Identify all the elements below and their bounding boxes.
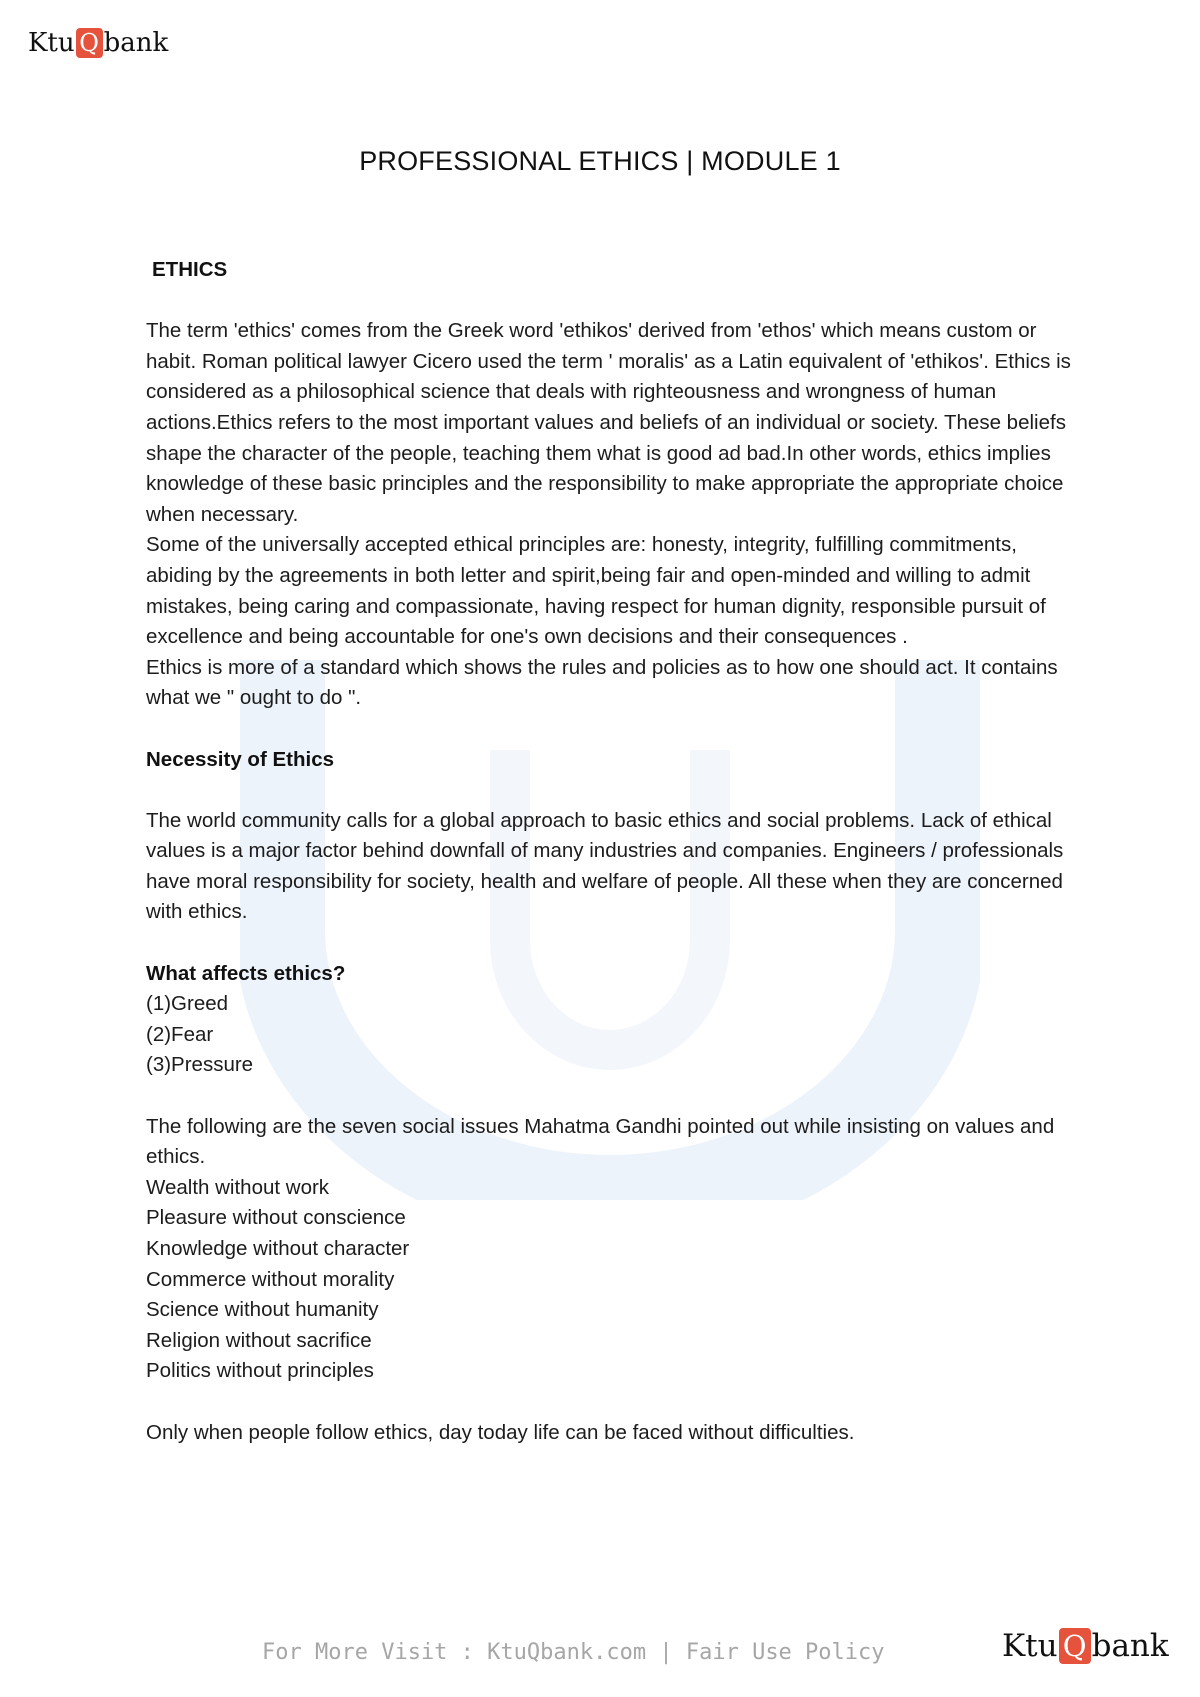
document-body	[146, 255, 1076, 1448]
gandhi-list-item: Commerce without morality	[146, 1267, 395, 1291]
document-title: PROFESSIONAL ETHICS | MODULE 1	[359, 146, 841, 176]
logo-q-mark: Q	[76, 28, 103, 58]
affects-list-item: (2)Fear	[146, 1022, 214, 1046]
heading-what-affects-ethics: What affects ethics?	[146, 961, 346, 985]
gandhi-list-item: Wealth without work	[146, 1175, 330, 1199]
logo-text-suffix: bank	[103, 28, 169, 58]
affects-list-item: (1)Greed	[146, 992, 229, 1016]
ethics-paragraph-principles: Some of the universally accepted ethical principles are: honesty, integrity, fulfilling commitments, abiding by the agreements in both letter and spirit,being fair and open-minded and willing to admit mistakes, being caring and compassionate, having respect for human dignity, responsible pursuit of excellence and being accountable for one's own decisions and their consequences .	[146, 533, 1046, 649]
heading-necessity-of-ethics: Necessity of Ethics	[146, 747, 334, 771]
gandhi-list-item: Politics without principles	[146, 1359, 374, 1383]
logo-text-prefix: Ktu	[1002, 1628, 1058, 1664]
closing-paragraph: Only when people follow ethics, day today life can be faced without difficulties.	[146, 1420, 855, 1444]
ktuqbank-logo-header[interactable]	[28, 28, 168, 58]
gandhi-list-item: Pleasure without conscience	[146, 1206, 406, 1230]
footer-visit-link[interactable]: For More Visit : KtuQbank.com | Fair Use Policy	[262, 1640, 885, 1665]
logo-text-suffix: bank	[1091, 1628, 1169, 1664]
gandhi-intro-paragraph: The following are the seven social issues Mahatma Gandhi pointed out while insisting on values and ethics.	[146, 1114, 1055, 1169]
affects-list-item: (3)Pressure	[146, 1053, 254, 1077]
necessity-paragraph: The world community calls for a global approach to basic ethics and social problems. Lack of ethical values is a major factor behind downfall of many industries and companies. Engineers / professionals have moral responsibility for society, health and welfare of people. All these when they are concerned with ethics.	[146, 808, 1064, 924]
logo-text-prefix: Ktu	[28, 28, 75, 58]
gandhi-list-item: Science without humanity	[146, 1298, 379, 1322]
ethics-paragraph-definition: The term 'ethics' comes from the Greek word 'ethikos' derived from 'ethos' which means custom or habit. Roman political lawyer Cicero used the term ' moralis' as a Latin equivalent of 'ethikos'. Ethics is considered as a philosophical science that deals with righteousness and wrongness of human actions.Ethics refers to the most important values and beliefs of an individual or society. These beliefs shape the character of the people, teaching them what is good ad bad.In other words, ethics implies knowledge of these basic principles and the responsibility to make appropriate the appropriate choice when necessary.	[146, 319, 1071, 526]
heading-ethics: ETHICS	[152, 258, 228, 281]
gandhi-list-item: Religion without sacrifice	[146, 1328, 372, 1352]
ethics-paragraph-standard: Ethics is more of a standard which shows the rules and policies as to how one should act. It contains what we " ought to do ".	[146, 655, 1058, 710]
logo-q-mark: Q	[1059, 1628, 1091, 1664]
ktuqbank-logo-footer[interactable]	[1002, 1628, 1169, 1664]
gandhi-list-item: Knowledge without character	[146, 1237, 410, 1260]
